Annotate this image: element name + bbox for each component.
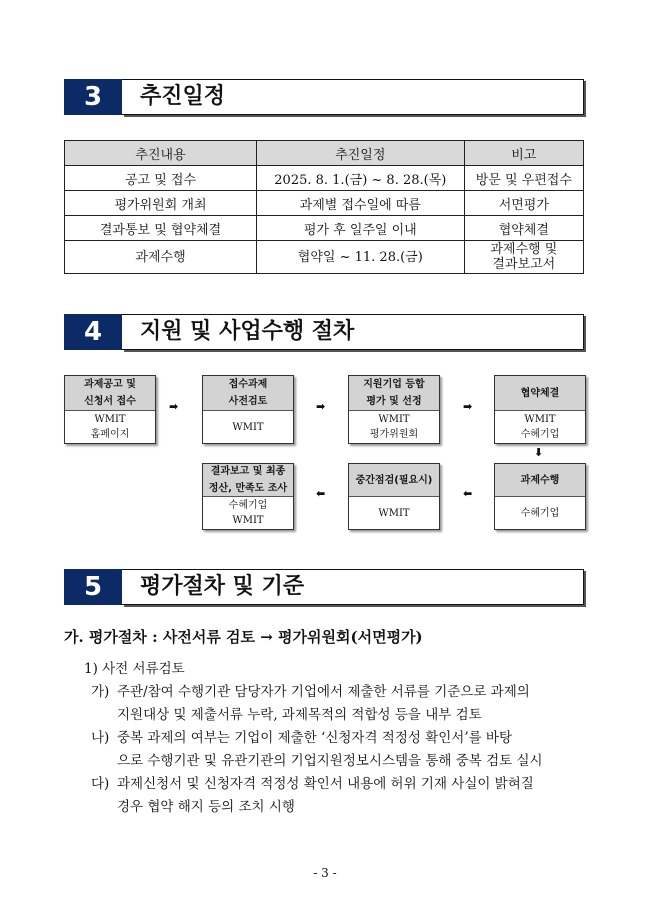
item-heading: 1) 사전 서류검토 [84, 661, 185, 677]
section-4-header [64, 314, 584, 350]
list-item-text: 주관/참여 수행기관 담당자가 기업에서 제출한 서류를 기준으로 과제의 [117, 684, 530, 700]
list-item-text: 으로 수행기관 및 유관기관의 기업지원정보시스템을 통해 중복 검토 실시 [117, 753, 543, 769]
page-number: - 3 - [313, 866, 337, 880]
table-cell: 과제수행 및 결과보고서 [464, 241, 583, 274]
table-cell: 평가위원회 개최 [65, 191, 257, 216]
table-header-row [65, 141, 584, 166]
table-cell: 협약체결 [464, 216, 583, 241]
flow-step-title: 결과보고 및 최종 정산, 만족도 조사 [203, 464, 293, 497]
flow-step-actor: WMIT 홈페이지 [90, 414, 130, 440]
list-marker: 나) [91, 730, 110, 746]
section-title: 추진일정 [122, 79, 584, 115]
arrow-right-icon: ➡ [316, 400, 326, 413]
table-cell: 평가 후 일주일 이내 [257, 216, 465, 241]
list-item-text: 중복 과제의 여부는 기업이 제출한 ‘신청자격 적정성 확인서’를 바탕 [117, 730, 513, 746]
table-row [65, 216, 584, 241]
arrow-down-icon: ⬇ [534, 446, 544, 459]
list-item-text: 지원대상 및 제출서류 누락, 과제목적의 적합성 등을 내부 검토 [117, 707, 482, 723]
schedule-table [64, 140, 584, 274]
section-3-header [64, 79, 584, 115]
section-5-header [64, 569, 584, 605]
list-marker: 가) [91, 684, 110, 700]
flow-step-actor: WMIT [378, 507, 410, 519]
table-cell: 서면평가 [464, 191, 583, 216]
flow-step-actor: WMIT 수혜기업 [520, 414, 560, 440]
flow-step-execution [494, 463, 586, 530]
flow-step-prereview [202, 375, 294, 444]
flow-step-actor: WMIT [232, 421, 264, 433]
section-title: 지원 및 사업수행 절차 [122, 314, 584, 350]
section-number: 4 [64, 314, 122, 350]
evaluation-subheading: 가. 평가절차 : 사전서류 검토 → 평가위원회(서면평가) [64, 628, 423, 646]
flow-step-midcheck [348, 463, 440, 530]
arrow-right-icon: ➡ [463, 400, 473, 413]
section-title: 평가절차 및 기준 [122, 569, 584, 605]
table-cell: 협약일 ~ 11. 28.(금) [257, 241, 465, 274]
table-row [65, 166, 584, 191]
table-cell: 과제별 접수일에 따름 [257, 191, 465, 216]
flow-step-selection [348, 375, 440, 444]
flow-step-actor: 수혜기업 [520, 507, 560, 519]
section-number: 3 [64, 79, 122, 115]
arrow-left-icon: ⬅ [463, 487, 473, 500]
list-item-text: 경우 협약 해지 등의 조치 시행 [117, 799, 295, 815]
list-marker: 다) [91, 776, 110, 792]
column-header: 비고 [464, 141, 583, 166]
arrow-right-icon: ➡ [169, 400, 179, 413]
column-header: 추진일정 [257, 141, 465, 166]
flow-step-title: 지원기업 등합 평가 및 선정 [349, 376, 439, 411]
column-header: 추진내용 [65, 141, 257, 166]
section-number: 5 [64, 569, 122, 605]
table-row [65, 191, 584, 216]
flow-step-actor: WMIT 평가위원회 [369, 414, 419, 440]
flow-step-announcement [64, 375, 156, 444]
flow-step-final-report [202, 463, 294, 530]
flow-step-title: 과제수행 [495, 464, 585, 497]
list-item-text: 과제신청서 및 신청자격 적정성 확인서 내용에 허위 기재 사실이 밝혀질 [117, 776, 534, 792]
flow-step-title: 중간점검(필요시) [349, 464, 439, 497]
arrow-left-icon: ⬅ [316, 487, 326, 500]
flow-step-title: 과제공고 및 신청서 접수 [65, 376, 155, 411]
table-cell: 공고 및 접수 [65, 166, 257, 191]
flow-step-agreement [494, 375, 586, 444]
table-cell: 결과통보 및 협약체결 [65, 216, 257, 241]
table-cell: 2025. 8. 1.(금) ~ 8. 28.(목) [257, 166, 465, 191]
table-cell: 방문 및 우편접수 [464, 166, 583, 191]
flow-step-title: 협약체결 [495, 376, 585, 411]
table-row [65, 241, 584, 274]
table-cell: 과제수행 [65, 241, 257, 274]
flow-step-actor: 수혜기업 WMIT [228, 500, 268, 526]
flow-step-title: 접수과제 사전검토 [203, 376, 293, 411]
